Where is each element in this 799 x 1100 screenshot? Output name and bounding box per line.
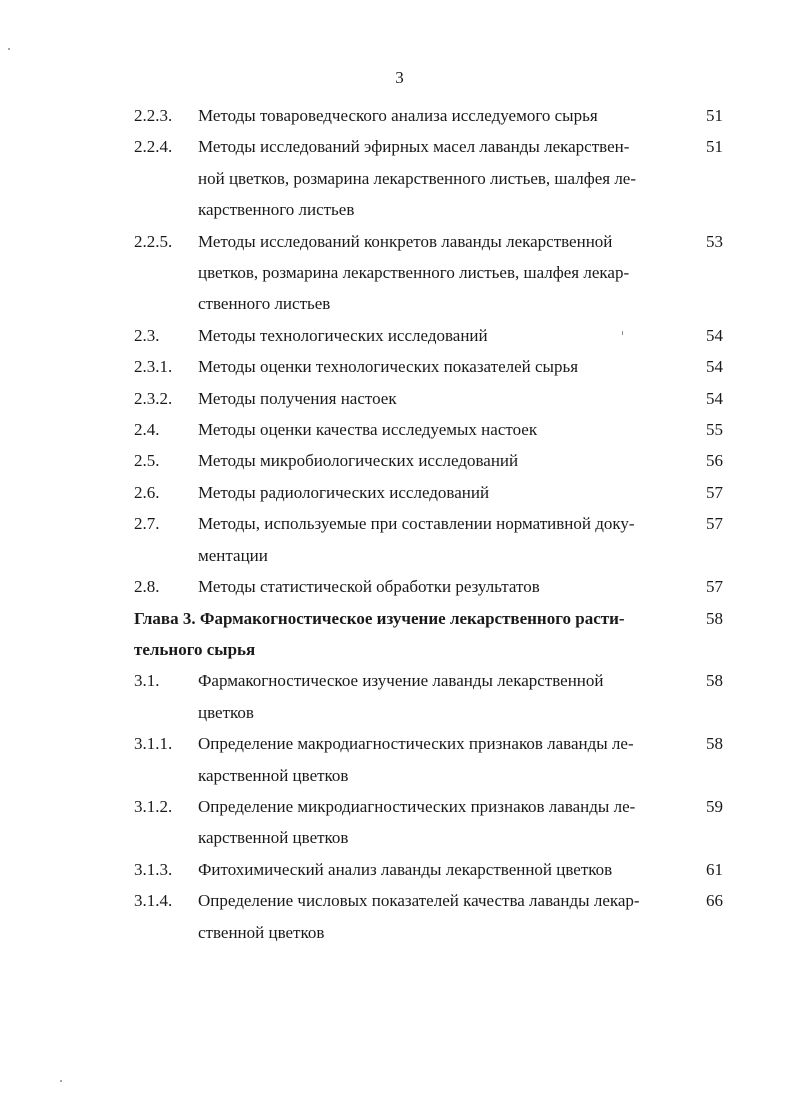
toc-entry-title-line: карственного листьев xyxy=(198,200,355,220)
toc-entry-page: 58 xyxy=(706,734,723,754)
toc-entry-title xyxy=(198,885,680,948)
toc-entry xyxy=(0,665,799,728)
toc-entry-title xyxy=(198,320,680,351)
toc-entry-title-line: ственного листьев xyxy=(198,294,331,314)
toc-entry-title-line: Определение числовых показателей качества лаванды лекар- xyxy=(198,891,640,911)
toc-entry-title-line: Методы микробиологических исследований xyxy=(198,451,519,471)
toc-entry-title xyxy=(134,603,680,666)
toc-entry xyxy=(0,414,799,445)
toc-entry-number: 2.3. xyxy=(134,325,160,345)
toc-entry-page: 61 xyxy=(706,859,723,879)
toc-entry-title-line: Методы статистической обработки результатов xyxy=(198,577,540,597)
toc-entry-title xyxy=(198,791,680,854)
toc-entry xyxy=(0,100,799,131)
toc-entry xyxy=(0,320,799,351)
toc-entry-title xyxy=(198,383,680,414)
toc-entry xyxy=(0,226,799,320)
toc-entry-number: 3.1.3. xyxy=(134,859,173,879)
toc-entry-number: 2.4. xyxy=(134,420,160,440)
toc-entry-title-line: Методы радиологических исследований xyxy=(198,482,490,502)
toc-entry-number: 2.2.3. xyxy=(134,106,173,125)
toc-entry-page: 57 xyxy=(706,482,723,502)
toc-entry-title-line: Методы оценки технологических показателей сырья xyxy=(198,357,579,377)
toc-entry-page: 58 xyxy=(706,671,723,691)
toc-entry-number: 2.6. xyxy=(134,482,160,502)
toc-entry-number: 3.1.4. xyxy=(134,891,173,911)
toc-chapter-entry xyxy=(0,603,799,666)
toc-entry xyxy=(0,131,799,225)
toc-entry-page: 59 xyxy=(706,796,723,816)
toc-entry-page: 56 xyxy=(706,451,723,471)
toc-entry-title xyxy=(198,854,680,885)
toc-entry xyxy=(0,351,799,382)
toc-entry-title-line: ментации xyxy=(198,545,268,565)
toc-entry xyxy=(0,791,799,854)
toc-entry xyxy=(0,508,799,571)
toc-entry-number: 2.3.1. xyxy=(134,357,173,377)
toc-entry-number: 3.1.2. xyxy=(134,796,173,816)
toc-entry-title-line: Определение микродиагностических признаков лаванды ле- xyxy=(198,796,636,816)
toc-entry-title-line: Методы товароведческого анализа исследуемого сырья xyxy=(198,106,598,125)
toc-entry-title-line: Фармакогностическое изучение лаванды лекарственной xyxy=(198,671,604,691)
toc-entry-title xyxy=(198,226,680,320)
toc-entry-title-line: ной цветков, розмарина лекарственного листьев, шалфея ле- xyxy=(198,168,637,188)
toc-entry-title-line: Методы оценки качества исследуемых настоек xyxy=(198,420,538,440)
scan-speck xyxy=(8,48,10,50)
toc-entry-title xyxy=(198,477,680,508)
toc-entry-title xyxy=(198,100,680,131)
toc-entry-title-line: цветков, розмарина лекарственного листьев, шалфея лекар- xyxy=(198,263,630,283)
toc-entry-page: 54 xyxy=(706,357,723,377)
toc-entry-title-line: Методы исследований конкретов лаванды лекарственной xyxy=(198,231,613,251)
toc-entry-page: 51 xyxy=(706,106,723,125)
toc-entry-page: 54 xyxy=(706,388,723,408)
toc-entry-title-line: Методы получения настоек xyxy=(198,388,397,408)
toc-entry-title xyxy=(198,351,680,382)
toc-entry-title-line: Методы исследований эфирных масел лаванды лекарствен- xyxy=(198,137,630,157)
toc-entry xyxy=(0,383,799,414)
toc-entry-page: 57 xyxy=(706,577,723,597)
toc-entry-page: 53 xyxy=(706,231,723,251)
toc-entry-title xyxy=(198,571,680,602)
toc-entry-number: 2.2.5. xyxy=(134,231,173,251)
toc-entry-page: 66 xyxy=(706,891,723,911)
toc-entry xyxy=(0,885,799,948)
toc-entry-page: 55 xyxy=(706,420,723,440)
toc-entry-number: 2.7. xyxy=(134,514,160,534)
toc-entry-title-line: карственной цветков xyxy=(198,828,349,848)
toc-entry-title-line: цветков xyxy=(198,702,254,722)
toc-entry-title xyxy=(198,414,680,445)
scan-speck xyxy=(60,1080,62,1082)
toc-entry-title-line: Методы, используемые при составлении нормативной доку- xyxy=(198,514,635,534)
toc-entry xyxy=(0,445,799,476)
toc-entry-title-line: Определение макродиагностических признаков лаванды ле- xyxy=(198,734,634,754)
toc-entry-number: 2.8. xyxy=(134,577,160,597)
toc-entry xyxy=(0,728,799,791)
toc-entry-title xyxy=(198,131,680,225)
toc-entry xyxy=(0,854,799,885)
toc-entry-number: 2.3.2. xyxy=(134,388,173,408)
toc-entry-title xyxy=(198,728,680,791)
toc-entry-title xyxy=(198,445,680,476)
toc-entry-title xyxy=(198,508,680,571)
toc-entry-page: 54 xyxy=(706,325,723,345)
table-of-contents xyxy=(0,100,799,948)
toc-entry-title-line: карственной цветков xyxy=(198,765,349,785)
toc-entry-title-line: ственной цветков xyxy=(198,922,325,942)
toc-entry-title-line: тельного сырья xyxy=(134,639,256,659)
scan-speck xyxy=(622,331,623,335)
toc-entry-title xyxy=(198,665,680,728)
toc-entry-page: 58 xyxy=(706,608,723,628)
toc-entry xyxy=(0,477,799,508)
page-number: 3 xyxy=(395,68,404,87)
toc-entry-page: 51 xyxy=(706,137,723,157)
toc-entry-page: 57 xyxy=(706,514,723,534)
toc-entry xyxy=(0,571,799,602)
toc-entry-title-line: Фитохимический анализ лаванды лекарственной цветков xyxy=(198,859,613,879)
toc-entry-number: 3.1.1. xyxy=(134,734,173,754)
toc-entry-title-line: Методы технологических исследований xyxy=(198,325,488,345)
toc-entry-title-line: Глава 3. Фармакогностическое изучение лекарственного расти- xyxy=(134,608,625,628)
toc-entry-number: 2.2.4. xyxy=(134,137,173,157)
toc-entry-number: 2.5. xyxy=(134,451,160,471)
toc-entry-number: 3.1. xyxy=(134,671,160,691)
